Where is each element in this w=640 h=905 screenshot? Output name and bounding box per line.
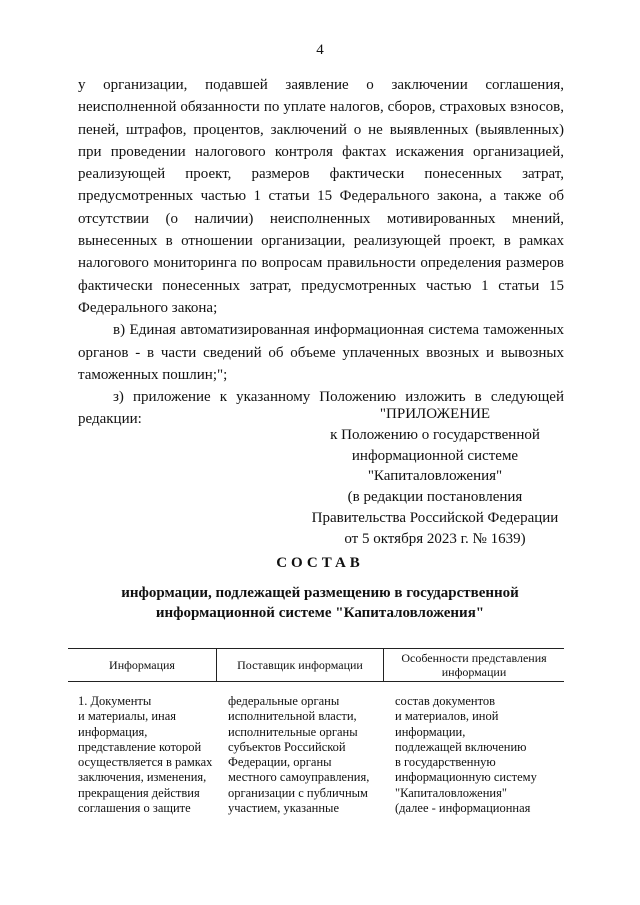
cell-line: соглашения о защите	[78, 801, 191, 816]
text-line: в) Единая автоматизированная информационная система	[113, 322, 480, 339]
table-cell-features	[395, 694, 537, 816]
cell-line: прекращения действия	[78, 785, 200, 800]
subheading-line: информационной системе "Капиталовложения"	[155, 605, 485, 621]
appendix-caption	[300, 404, 570, 550]
text-line: об отсутствии (о наличии) неисполненных мотивированных мнений,	[78, 188, 564, 227]
table-header-border	[68, 681, 564, 682]
cell-line: (далее - информационная	[395, 801, 531, 816]
cell-line: осуществляется в рамках	[78, 755, 213, 770]
text-line: вынесенных в отношении организации, реализующей проект, в рамках	[78, 233, 564, 250]
cell-line: исполнительной власти,	[228, 709, 357, 724]
page-number: 4	[316, 42, 324, 58]
header-label: Особенности представления информации	[401, 650, 547, 679]
caption-line: "Капиталовложения"	[367, 468, 503, 485]
subheading-line: информации, подлежащей размещению в государственной	[121, 585, 519, 601]
caption-line: информационной системе	[351, 447, 519, 464]
cell-line: местного самоуправления,	[228, 770, 370, 785]
cell-line: федеральные органы	[228, 694, 340, 708]
cell-line: состав документов	[395, 694, 496, 708]
cell-line: в государственную	[395, 755, 496, 770]
text-line: налогового мониторинга по вопросам правильности определения размеров	[78, 255, 564, 272]
text-line: неисполненной обязанности по уплате налогов, сборов, страховых взносов,	[78, 99, 564, 116]
cell-line: "Капиталовложения"	[395, 785, 507, 800]
text-line: реализующей проект, размеров фактически понесенных затрат,	[78, 166, 564, 183]
header-label: Поставщик информации	[237, 657, 363, 672]
section-subheading	[0, 583, 640, 623]
text-line: при проведении налогового контроля фактах искажения организацией,	[78, 143, 564, 160]
cell-line: и материалы, иная	[78, 709, 177, 724]
caption-line: от 5 октября 2023 г. № 1639)	[344, 530, 526, 547]
section-heading: СОСТАВ	[276, 555, 364, 571]
paragraph-tax-info	[78, 74, 564, 319]
caption-line: "ПРИЛОЖЕНИЕ	[379, 406, 491, 422]
cell-line: и материалов, иной	[395, 709, 499, 724]
text-line: предусмотренных частью 1 статьи 15 Федерального закона, а также	[78, 188, 542, 205]
cell-line: Федерации, органы	[228, 755, 332, 770]
table-cell-provider	[228, 694, 369, 816]
cell-line: информации,	[395, 724, 466, 739]
text-line: фактически понесенных затрат, предусмотренных частью 1 статьи 15	[78, 277, 564, 294]
cell-line: представление которой	[78, 739, 202, 754]
caption-line: к Положению о государственной	[330, 426, 540, 443]
cell-line: организации с публичным	[228, 785, 368, 800]
text-line: таможенных органов - в части сведений об объеме уплаченных ввозных	[78, 322, 565, 361]
cell-line: участием, указанные	[228, 801, 339, 816]
table-cell-info	[78, 694, 212, 816]
paragraph-customs-system	[78, 319, 564, 386]
text-line: у организации, подавшей заявление о заключении соглашения,	[78, 77, 564, 93]
text-line: и вывозных таможенных пошлин;";	[78, 344, 565, 383]
caption-line: (в редакции постановления	[347, 489, 523, 506]
cell-line: 1. Документы	[78, 694, 152, 708]
text-line: Федерального закона;	[78, 299, 218, 316]
header-label: Информация	[109, 657, 175, 672]
text-line: пеней, штрафов, процентов, заключений о не выявленных (выявленных)	[78, 121, 564, 138]
cell-line: исполнительные органы	[228, 724, 358, 739]
body-paragraph-1	[78, 74, 564, 431]
cell-line: субъектов Российской	[228, 739, 346, 754]
table-header-features	[384, 648, 564, 681]
table-header-provider	[217, 648, 384, 681]
cell-line: заключения, изменения,	[78, 770, 207, 785]
caption-line: Правительства Российской Федерации	[311, 509, 559, 526]
table-header-info	[68, 648, 217, 681]
cell-line: информация,	[78, 724, 148, 739]
cell-line: подлежащей включению	[395, 739, 527, 754]
cell-line: информационную систему	[395, 770, 537, 785]
text-line: редакции:	[78, 411, 142, 428]
text-line: з) приложение к указанному Положению изложить в следующей	[113, 389, 564, 406]
